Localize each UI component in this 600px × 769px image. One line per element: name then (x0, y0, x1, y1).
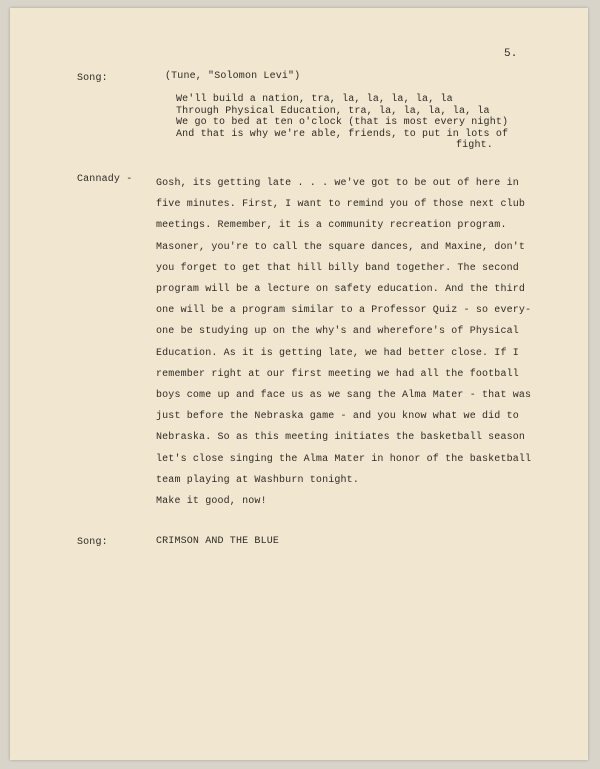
speech-line: program will be a lecture on safety education. And the third (156, 284, 526, 296)
speech-line: remember right at our first meeting we had all the football (156, 368, 519, 380)
page-number: 5. (504, 48, 518, 60)
speech-line: just before the Nebraska game - and you know what we did to (156, 411, 519, 423)
speech-line: Gosh, its getting late . . . we've got to be out of here in (156, 178, 519, 189)
speech-line: you forget to get that hill billy band together. The second (156, 262, 519, 274)
lyric-line: fight. (456, 140, 493, 151)
speech-line: Education. As it is getting late, we had better close. If I (156, 347, 519, 359)
lyric-line: Through Physical Education, tra, la, la, la, la, la (176, 105, 490, 117)
speech-line: Masoner, you're to call the square dances, and Maxine, don't (156, 241, 526, 253)
speech-line: one be studying up on the why's and wherefore's of Physical (156, 326, 519, 338)
speech-line: team playing at Washburn tonight. (156, 474, 359, 486)
tune-note: (Tune, "Solomon Levi") (165, 71, 301, 82)
song-label: Song: (77, 537, 108, 548)
song-title: CRIMSON AND THE BLUE (156, 536, 280, 547)
speech-line: five minutes. First, I want to remind you of those next club (156, 199, 526, 211)
speech-line: boys come up and face us as we sang the Alma Mater - that was (156, 390, 532, 402)
speech-line: one will be a program similar to a Professor Quiz - so every- (156, 305, 532, 317)
speech-line: Make it good, now! (156, 496, 267, 508)
speech-text (156, 173, 531, 512)
speech-line: meetings. Remember, it is a community recreation program. (156, 220, 507, 232)
lyric-line: We go to bed at ten o'clock (that is most every night) (176, 117, 509, 128)
lyric-line: And that is why we're able, friends, to put in lots of (176, 128, 509, 140)
song-lyrics (176, 94, 508, 152)
lyric-line: We'll build a nation, tra, la, la, la, la, la (176, 94, 453, 105)
speaker-label: Cannady - (77, 174, 133, 185)
speech-line: Nebraska. So as this meeting initiates the basketball season (156, 432, 526, 444)
speech-line: let's close singing the Alma Mater in honor of the basketball (156, 453, 532, 465)
typewritten-page (10, 8, 588, 760)
song-label: Song: (77, 73, 108, 84)
